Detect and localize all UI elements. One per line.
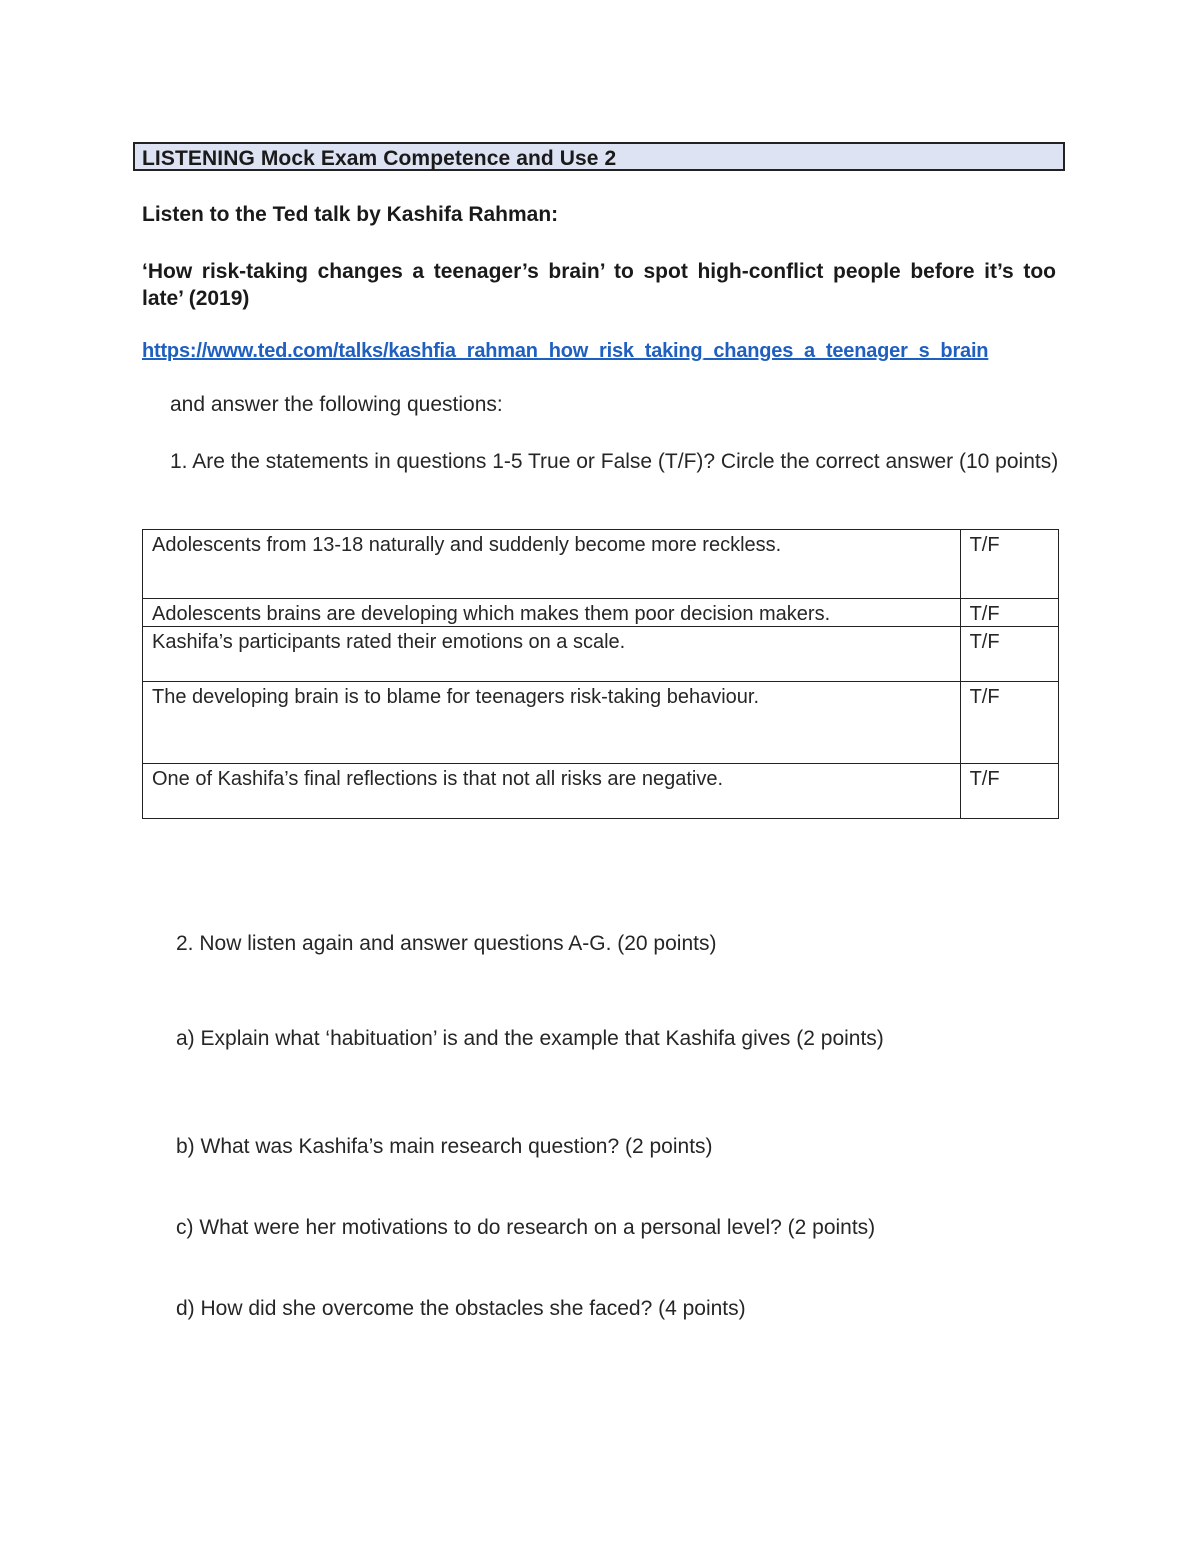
instruction-text: and answer the following questions: [170,393,503,416]
table-row [143,530,1059,599]
answer-cell[interactable]: T/F [960,627,1058,682]
talk-title: ‘How risk-taking changes a teenager’s brain’ to spot high-conflict people before it’s too late’ (2019) [142,260,1056,310]
table-row [143,599,1059,627]
statement-cell: Kashifa’s participants rated their emotions on a scale. [143,627,961,682]
statement-cell: Adolescents brains are developing which makes them poor decision makers. [143,599,961,627]
table-row [143,682,1059,764]
answer-cell[interactable]: T/F [960,599,1058,627]
table-row [143,627,1059,682]
question-2d: d) How did she overcome the obstacles she faced? (4 points) [176,1297,746,1320]
question-2a: a) Explain what ‘habituation’ is and the example that Kashifa gives (2 points) [176,1027,884,1050]
table-row [143,764,1059,819]
statement-cell: Adolescents from 13-18 naturally and suddenly become more reckless. [143,530,961,599]
answer-cell[interactable]: T/F [960,530,1058,599]
question-2b: b) What was Kashifa’s main research question? (2 points) [176,1135,713,1158]
exam-title-box [133,142,1065,171]
ted-talk-link[interactable]: https://www.ted.com/talks/kashfia_rahman_how_risk_taking_changes_a_teenager_s_brain [142,340,989,362]
statement-cell: One of Kashifa’s final reflections is that not all risks are negative. [143,764,961,819]
subtitle: Listen to the Ted talk by Kashifa Rahman: [142,203,559,226]
true-false-table [142,529,1059,819]
answer-cell[interactable]: T/F [960,682,1058,764]
answer-cell[interactable]: T/F [960,764,1058,819]
exam-title: LISTENING Mock Exam Competence and Use 2 [142,147,617,170]
question-2c: c) What were her motivations to do research on a personal level? (2 points) [176,1216,876,1239]
question-1-text: 1. Are the statements in questions 1-5 True or False (T/F)? Circle the correct answer (10 points) [170,450,1059,473]
question-2-text: 2. Now listen again and answer questions A-G. (20 points) [176,932,717,955]
statement-cell: The developing brain is to blame for teenagers risk-taking behaviour. [143,682,961,764]
